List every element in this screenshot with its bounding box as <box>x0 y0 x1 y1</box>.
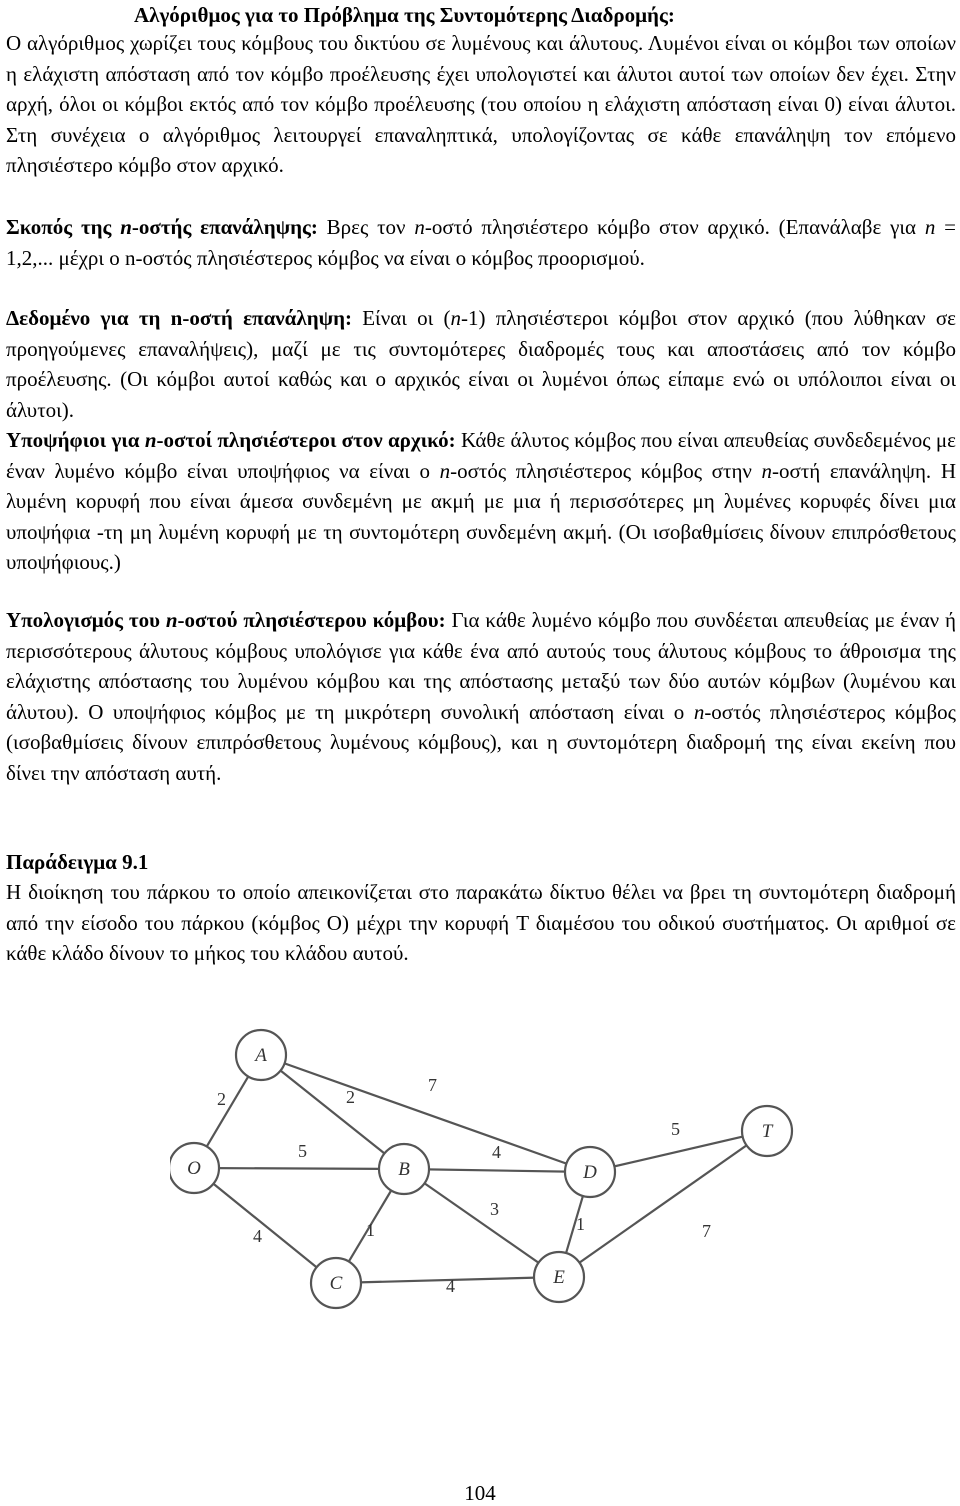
node-label-o: O <box>187 1158 201 1179</box>
candidates-label: Υποψήφιοι για n-οστοί πλησιέστεροι στον αρχικό: <box>6 428 456 452</box>
candidates-paragraph: Υποψήφιοι για n-οστοί πλησιέστεροι στον αρχικό: Κάθε άλυτος κόμβος που είναι απευθείας συνδεδεμένος με έναν λυμένο κόμβο είναι υποψήφιος να είναι ο n-οστός πλησιέστερος κόμβος στην n-οστή επανάληψη. Η λυμένη κορυφή που είναι άμεσα συνδεμένη με ακμή με μια ή περισσότερες μη λυμένες κορυφές δίνει μια υποψήφια -τη μη λυμένη κορυφή με τη συντομότερη συνδεμένη ακμή. (Οι ισοβαθμίσεις δίνουν επιπρόσθετους υποψήφιους.) <box>6 428 956 574</box>
edge-b-d <box>404 1169 590 1172</box>
edge-a-b <box>261 1055 404 1169</box>
intro-paragraph: Ο αλγόριθμος χωρίζει τους κόμβους του δικτύου σε λυμένους και άλυτους. Λυμένοι είναι οι κόμβοι των οποίων η ελάχιστη απόσταση από τον κόμβο προέλευσης έχει υπολογιστεί και άλυτοι αυτοί των οποίων δεν έχει. Στην αρχή, όλοι οι κόμβοι εκτός από τον κόμβο προέλευσης (του οποίου η ελάχιστη απόσταση είναι 0) είναι άλυτοι. Στη συνέχεια ο αλγόριθμος λειτουργεί επαναληπτικά, υπολογίζοντας σε κάθε επανάληψη τον επόμενο πλησιέστερο κόμβο στον αρχικό. <box>6 31 956 177</box>
network-edges <box>194 1055 767 1283</box>
edge-length-e-t: 7 <box>702 1221 711 1241</box>
edge-o-b <box>194 1168 404 1169</box>
node-label-b: B <box>398 1159 410 1180</box>
edge-length-b-d: 4 <box>492 1142 501 1162</box>
section-title: Αλγόριθμος για το Πρόβλημα της Συντομότερης Διαδρομής: <box>134 3 675 27</box>
goal-label: Σκοπός της n-οστής επανάληψης: <box>6 215 318 239</box>
network-edge-labels <box>217 1075 711 1296</box>
node-label-d: D <box>583 1162 597 1183</box>
page-number: 104 <box>464 1481 496 1505</box>
network-diagram <box>170 1025 810 1315</box>
goal-paragraph: Σκοπός της n-οστής επανάληψης: Βρες τον n-οστό πλησιέστερο κόμβο στον αρχικό. (Επανάλαβε για n = 1,2,... μέχρι ο n-οστός πλησιέστερος κόμβος να είναι ο κόμβος προορισμού. <box>6 215 956 270</box>
edge-length-o-b: 5 <box>298 1141 307 1161</box>
example-paragraph: Η διοίκηση του πάρκου το οποίο απεικονίζεται στο παρακάτω δίκτυο θέλει να βρει τη συντομότερη διαδρομή από την είσοδο του πάρκου (κόμβος O) μέχρι την κορυφή T διαμέσου του οδικού συστήματος. Οι αριθμοί σε κάθε κλάδο δίνουν το μήκος του κλάδου αυτού. <box>6 880 956 965</box>
edge-length-d-e: 1 <box>576 1214 585 1234</box>
edge-length-o-c: 4 <box>253 1226 262 1246</box>
given-label: Δεδομένο για τη n-οστή επανάληψη: <box>6 306 352 330</box>
edge-length-b-c: 1 <box>366 1220 375 1240</box>
node-label-e: E <box>553 1267 565 1288</box>
edge-length-a-d: 7 <box>428 1075 437 1095</box>
edge-length-c-e: 4 <box>446 1276 455 1296</box>
given-paragraph: Δεδομένο για τη n-οστή επανάληψη: Είναι οι (n-1) πλησιέστεροι κόμβοι στον αρχικό (που λύθηκαν σε προηγούμενες επαναλήψεις), μαζί με τις συντομότερες διαδρομές τους και αποστάσεις από τον κόμβο προέλευσης. (Οι κόμβοι αυτοί καθώς και ο αρχικός είναι οι λυμένοι όπως είπαμε ενώ οι υπόλοιποι είναι οι άλυτοι). <box>6 306 956 422</box>
node-label-c: C <box>329 1273 343 1294</box>
edge-o-c <box>194 1168 336 1283</box>
node-label-t: T <box>761 1121 773 1142</box>
node-label-a: A <box>255 1045 267 1066</box>
edge-length-d-t: 5 <box>671 1119 680 1139</box>
calculation-label: Υπολογισμός του n-οστού πλησιέστερου κόμβου: <box>6 608 446 632</box>
edge-length-o-a: 2 <box>217 1089 226 1109</box>
edge-length-a-b: 2 <box>346 1087 355 1107</box>
edge-b-e <box>404 1169 559 1277</box>
example-heading: Παράδειγμα 9.1 <box>6 850 149 874</box>
calculation-paragraph: Υπολογισμός του n-οστού πλησιέστερου κόμβου: Για κάθε λυμένο κόμβο που συνδέεται απευθείας με έναν ή περισσότερους άλυτους κόμβους υπολόγισε για κάθε ένα από αυτούς τους άλυτους κόμβους το άθροισμα της ελάχιστης απόστασης του λυμένου κόμβου και της απόστασης μεταξύ των δύο αυτών κόμβων (λυμένου και άλυτου). Ο υποψήφιος κόμβος με τη μικρότερη συνολική απόσταση είναι ο n-οστός πλησιέστερος κόμβος (ισοβαθμίσεις δίνουν επιπρόσθετους λυμένους κόμβους), και η συντομότερη διαδρομή της είναι εκείνη που δίνει την απόσταση αυτή. <box>6 608 956 785</box>
edge-length-b-e: 3 <box>490 1199 499 1219</box>
